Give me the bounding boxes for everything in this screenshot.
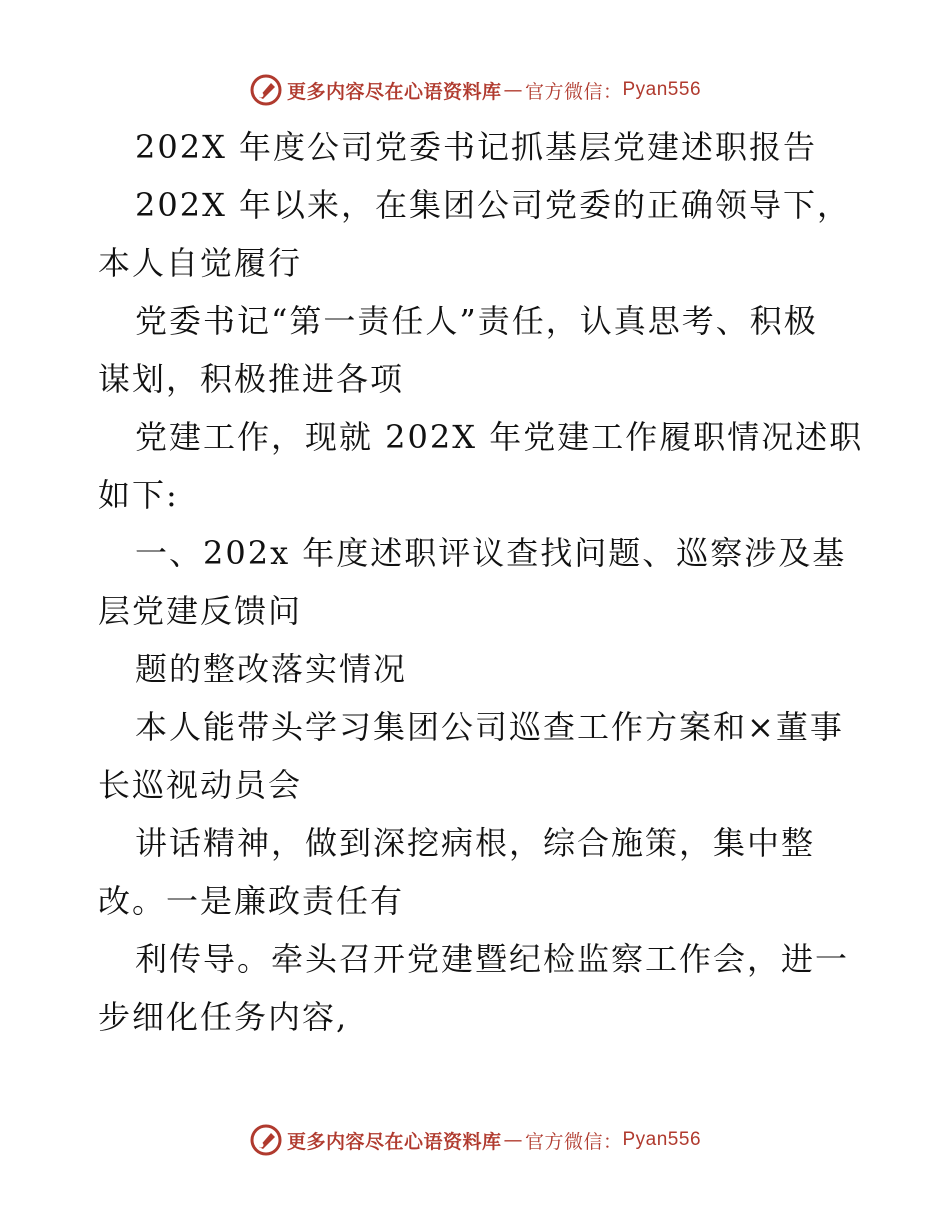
banner-brand-text: 更多内容尽在心语资料库 xyxy=(286,1130,502,1153)
banner-wechat-label: 官方微信： xyxy=(524,1130,623,1153)
paragraph-line: 长巡视动员会 xyxy=(98,766,303,804)
banner-brand-text: 更多内容尽在心语资料库 xyxy=(286,80,502,103)
section-heading-continued: 层党建反馈问 xyxy=(98,592,303,630)
section-heading-continued: 题的整改落实情况 xyxy=(135,650,408,688)
header-watermark-banner xyxy=(0,70,950,110)
paragraph-line: 步细化任务内容, xyxy=(98,998,349,1036)
document-body xyxy=(98,118,864,1046)
banner-wechat-id: Pyan556 xyxy=(622,79,702,100)
banner-wechat-label: 官方微信： xyxy=(524,80,623,103)
paragraph-line: 利传导。牵头召开党建暨纪检监察工作会，进一 xyxy=(135,940,850,978)
section-heading: 一、202x 年度述职评议查找问题、巡察涉及基 xyxy=(135,534,847,572)
banner-wechat-id: Pyan556 xyxy=(622,1129,702,1150)
paragraph-line: 讲话精神，做到深挖病根，综合施策，集中整 xyxy=(135,824,816,862)
pen-nib-logo-icon xyxy=(249,1123,283,1157)
banner-separator: — xyxy=(503,79,523,101)
paragraph-line: 本人能带头学习集团公司巡查工作方案和×董事 xyxy=(135,708,844,746)
paragraph-line: 本人自觉履行 xyxy=(98,244,303,282)
document-title: 202X 年度公司党委书记抓基层党建述职报告 xyxy=(135,128,818,166)
paragraph-line: 谋划，积极推进各项 xyxy=(98,360,405,398)
banner-separator: — xyxy=(503,1129,523,1151)
paragraph-line: 202X 年以来，在集团公司党委的正确领导下， xyxy=(135,186,852,224)
footer-watermark-banner xyxy=(0,1120,950,1160)
paragraph-line: 如下: xyxy=(98,476,179,514)
pen-nib-logo-icon xyxy=(249,73,283,107)
paragraph-line: 改。一是廉政责任有 xyxy=(98,882,405,920)
paragraph-line: 党建工作，现就 202X 年党建工作履职情况述职 xyxy=(135,418,864,456)
paragraph-line: 党委书记“第一责任人”责任，认真思考、积极 xyxy=(135,302,818,340)
